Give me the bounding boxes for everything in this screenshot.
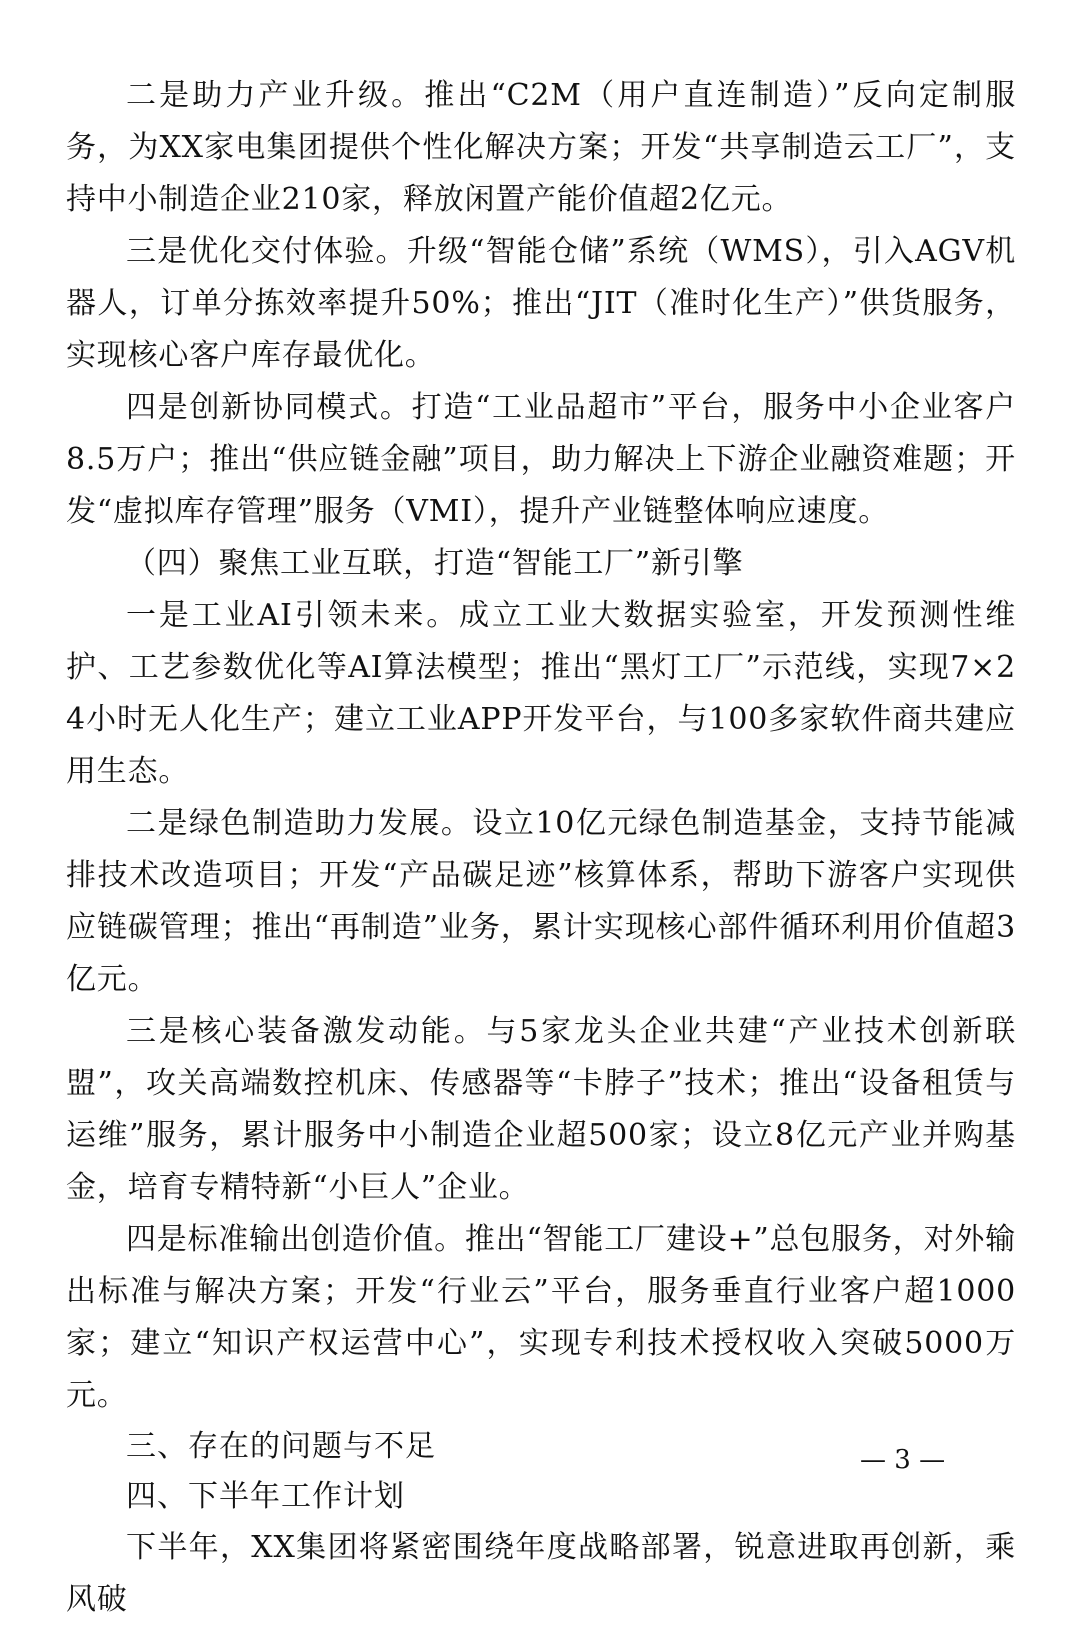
paragraph-delivery-experience: 三是优化交付体验。升级“智能仓储”系统（WMS），引入AGV机器人，订单分拣效率提升50%；推出“JIT（准时化生产）”供货服务，实现核心客户库存最优化。 <box>66 234 1016 373</box>
section-heading-work-plan: 四、下半年工作计划 <box>126 1479 405 1514</box>
document-page <box>66 70 1016 1626</box>
paragraph-closing: 下半年，XX集团将紧密围绕年度战略部署，锐意进取再创新，乘风破 <box>66 1530 1016 1617</box>
subsection-heading-industrial-internet: （四）聚焦工业互联，打造“智能工厂”新引擎 <box>126 546 744 581</box>
paragraph-green-manufacturing: 二是绿色制造助力发展。设立10亿元绿色制造基金，支持节能减排技术改造项目；开发“产品碳足迹”核算体系，帮助下游客户实现供应链碳管理；推出“再制造”业务，累计实现核心部件循环利用价值超3亿元。 <box>66 806 1016 997</box>
paragraph-industry-upgrade: 二是助力产业升级。推出“C2M（用户直连制造）”反向定制服务，为XX家电集团提供个性化解决方案；开发“共享制造云工厂”，支持中小制造企业210家，释放闲置产能价值超2亿元。 <box>66 78 1016 217</box>
paragraph-standard-output: 四是标准输出创造价值。推出“智能工厂建设+”总包服务，对外输出标准与解决方案；开发“行业云”平台，服务垂直行业客户超1000家；建立“知识产权运营中心”，实现专利技术授权收入突破5000万元。 <box>66 1222 1016 1413</box>
page-number: — 3 — <box>860 1445 946 1475</box>
section-heading-problems: 三、存在的问题与不足 <box>126 1429 436 1464</box>
paragraph-core-equipment: 三是核心装备激发动能。与5家龙头企业共建“产业技术创新联盟”，攻关高端数控机床、传感器等“卡脖子”技术；推出“设备租赁与运维”服务，累计服务中小制造企业超500家；设立8亿元产业并购基金，培育专精特新“小巨人”企业。 <box>66 1014 1016 1205</box>
paragraph-industrial-ai: 一是工业AI引领未来。成立工业大数据实验室，开发预测性维护、工艺参数优化等AI算法模型；推出“黑灯工厂”示范线，实现7×24小时无人化生产；建立工业APP开发平台，与100多家软件商共建应用生态。 <box>66 598 1016 789</box>
paragraph-collaboration-model: 四是创新协同模式。打造“工业品超市”平台，服务中小企业客户8.5万户；推出“供应链金融”项目，助力解决上下游企业融资难题；开发“虚拟库存管理”服务（VMI），提升产业链整体响应速度。 <box>66 390 1016 529</box>
